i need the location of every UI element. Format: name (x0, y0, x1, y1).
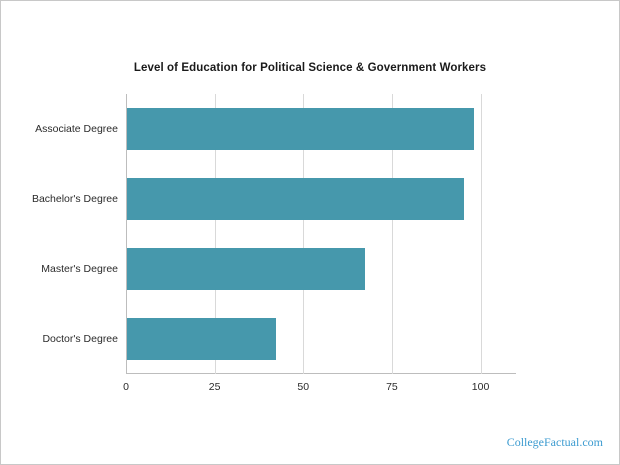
x-tick-label: 50 (297, 381, 310, 393)
category-label: Associate Degree (35, 123, 118, 135)
bar (127, 108, 474, 150)
plot-area (31, 94, 516, 393)
bar-row (41, 234, 517, 304)
bar (127, 318, 276, 360)
bar-row (31, 164, 517, 234)
category-label: Master's Degree (41, 263, 118, 275)
x-tick-label: 0 (123, 381, 129, 393)
category-label: Doctor's Degree (42, 333, 118, 345)
bar-row (42, 304, 517, 374)
watermark-label: CollegeFactual.com (506, 435, 603, 449)
category-label: Bachelor's Degree (31, 193, 118, 205)
x-tick-label: 25 (208, 381, 221, 393)
bar-row (35, 94, 517, 164)
chart-title: Level of Education for Political Science & Government Workers (133, 62, 487, 74)
x-tick-label: 100 (471, 381, 490, 393)
bar (127, 248, 365, 290)
x-tick-label: 75 (386, 381, 398, 393)
bar (127, 178, 464, 220)
